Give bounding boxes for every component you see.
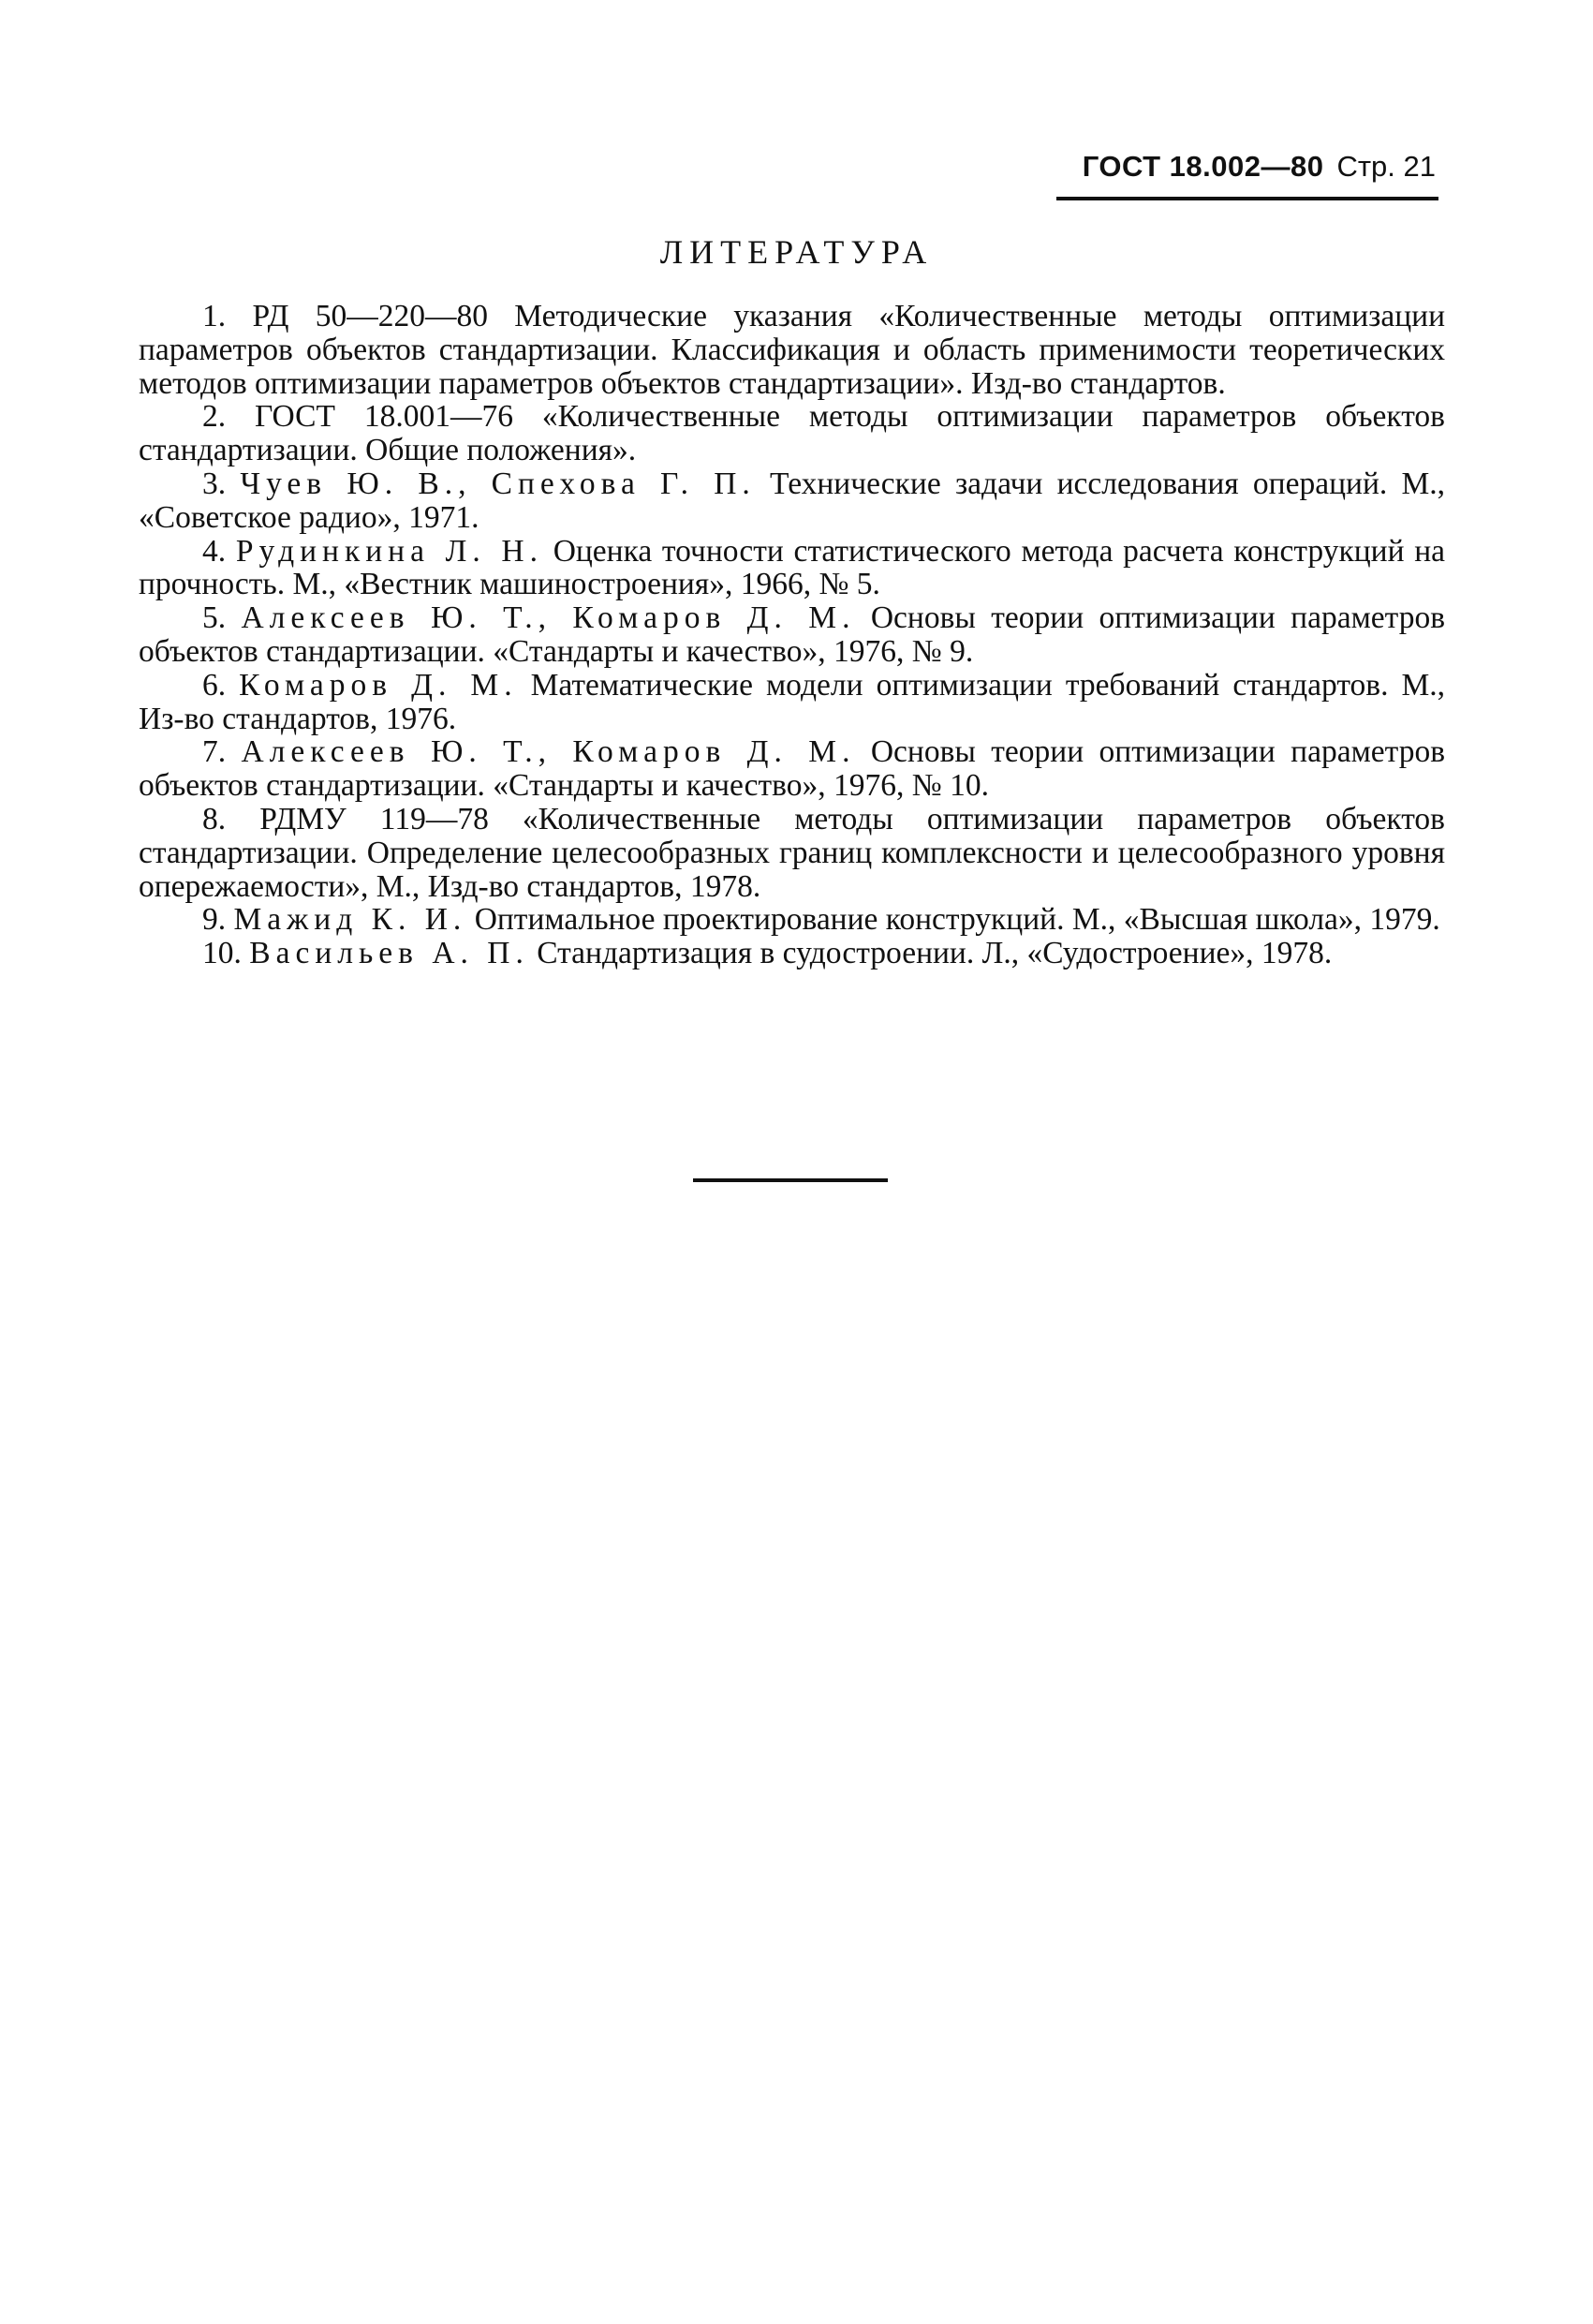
reference-number: 5. (202, 600, 227, 636)
reference-author: Комаров Д. М. (239, 667, 518, 703)
reference-author: Васильев А. П. (249, 936, 529, 971)
reference-item (139, 937, 1445, 970)
section-title: ЛИТЕРАТУРА (659, 233, 934, 271)
reference-item (139, 803, 1445, 903)
reference-number: 6. (202, 667, 227, 703)
reference-author: Рудинкина Л. Н. (235, 533, 543, 569)
reference-number: 4. (202, 533, 227, 569)
reference-item (139, 669, 1445, 736)
reference-author: Мажид К. И. (233, 902, 467, 938)
reference-title: РД 50—220—80 Методические указания «Количественные методы оптимизации параметров объектов стандартизации. Классификация и область применимости теоретических методов оптимизации параметров объектов стандартизации». Изд-во стандартов. (139, 299, 1446, 401)
reference-author: Чуев Ю. В., Спехова Г. П. (240, 466, 756, 501)
document-code: ГОСТ 18.002—80 (1082, 150, 1324, 183)
reference-item (139, 903, 1445, 937)
reference-number: 7. (202, 734, 227, 770)
reference-title: Основы теории оптимизации параметров объектов стандартизации. «Стандарты и качество», 1976, № 9. (139, 600, 1446, 669)
reference-author: Алексеев Ю. Т., Комаров Д. М. (241, 734, 856, 770)
reference-title: РДМУ 119—78 «Количественные методы оптимизации параметров объектов стандартизации. Определение целесообразных границ комплексности и целесообразного уровня опережаемости», М., Изд-во стандартов, 1978. (139, 801, 1445, 904)
reference-item (139, 535, 1445, 602)
reference-list (139, 300, 1445, 970)
reference-title: ГОСТ 18.001—76 «Количественные методы оптимизации параметров объектов стандартизации. Общие положения». (139, 399, 1445, 468)
reference-number: 2. (202, 399, 227, 435)
end-rule (693, 1178, 888, 1182)
reference-item (139, 601, 1445, 669)
reference-number: 10. (202, 936, 242, 971)
reference-title: Стандартизация в судостроении. Л., «Судостроение», 1978. (537, 936, 1333, 971)
reference-title: Технические задачи исследования операций. М., «Советское радио», 1971. (139, 466, 1446, 535)
reference-number: 1. (202, 299, 227, 333)
page-number: Стр. 21 (1336, 150, 1436, 183)
reference-item (139, 467, 1445, 535)
reference-number: 9. (202, 902, 227, 938)
header-rule (1056, 197, 1438, 200)
reference-number: 8. (202, 801, 227, 836)
reference-title: Математические модели оптимизации требований стандартов. М., Из-во стандартов, 1976. (139, 667, 1446, 736)
reference-item (139, 300, 1445, 400)
page-header (1005, 148, 1436, 185)
reference-number: 3. (202, 466, 227, 501)
reference-item (139, 735, 1445, 803)
reference-item (139, 400, 1445, 467)
reference-title: Оптимальное проектирование конструкций. М., «Высшая школа», 1979. (474, 902, 1440, 938)
reference-author: Алексеев Ю. Т., Комаров Д. М. (241, 600, 856, 636)
reference-title: Основы теории оптимизации параметров объектов стандартизации. «Стандарты и качество», 1976, № 10. (139, 734, 1446, 804)
reference-title: Оценка точности статистического метода расчета конструкций на прочность. М., «Вестник машиностроения», 1966, № 5. (139, 533, 1446, 602)
